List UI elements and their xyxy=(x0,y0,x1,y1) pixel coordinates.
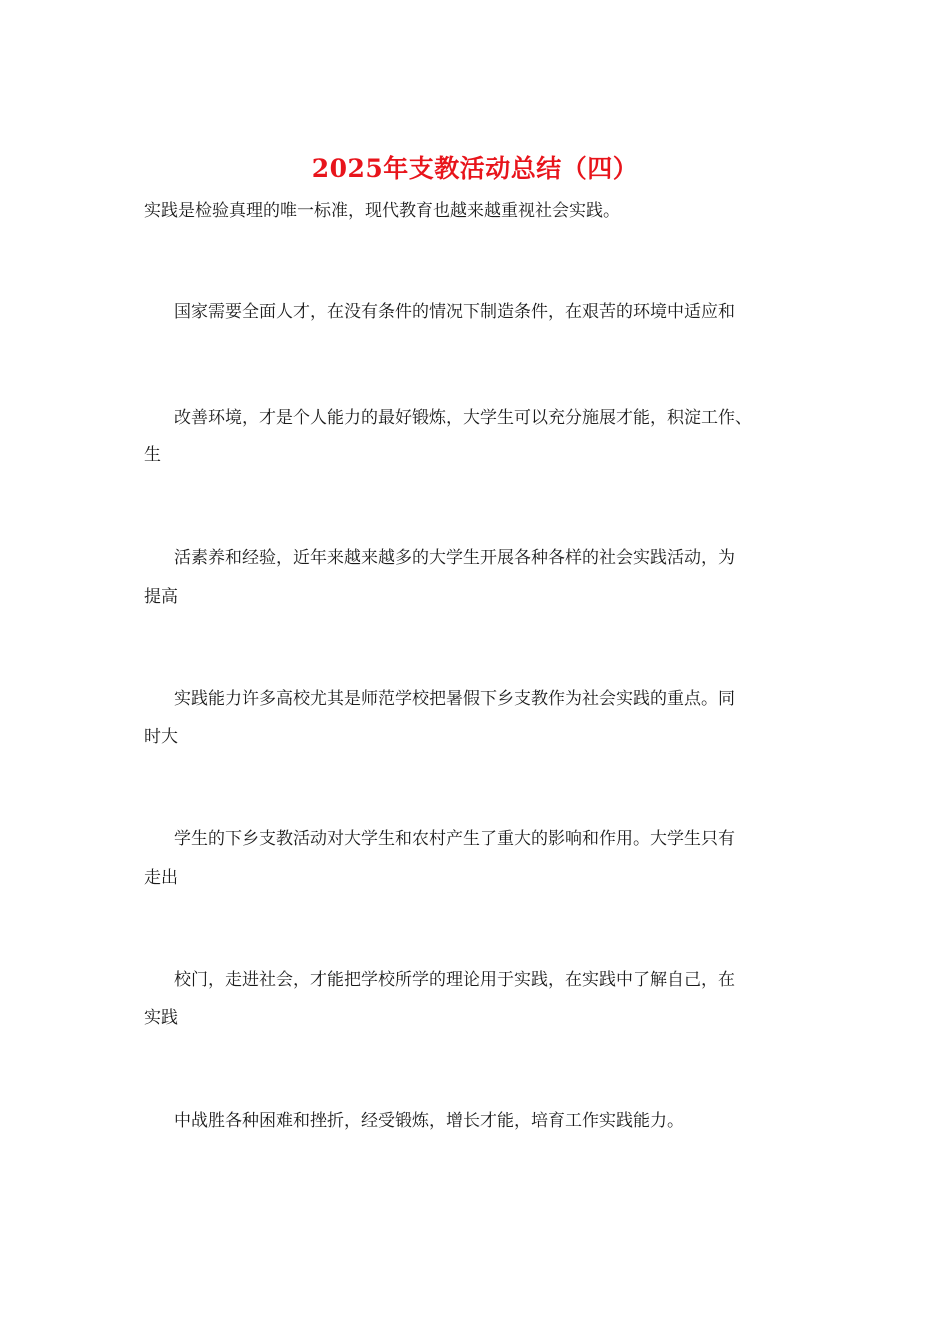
document-title: 2025年支教活动总结（四） xyxy=(311,154,639,183)
paragraph-line: 校门，走进社会，才能把学校所学的理论用于实践，在实践中了解自己，在 xyxy=(174,970,735,990)
paragraph-line: 活素养和经验，近年来越来越多的大学生开展各种各样的社会实践活动，为 xyxy=(174,548,735,568)
paragraph-line: 学生的下乡支教活动对大学生和农村产生了重大的影响和作用。大学生只有 xyxy=(174,829,735,849)
paragraph-line: 实践能力许多高校尤其是师范学校把暑假下乡支教作为社会实践的重点。同 xyxy=(174,689,735,709)
paragraph-line: 提高 xyxy=(144,587,178,607)
paragraph-line: 实践 xyxy=(144,1008,178,1028)
paragraph-line: 国家需要全面人才，在没有条件的情况下制造条件，在艰苦的环境中适应和 xyxy=(174,302,735,322)
paragraph-line: 时大 xyxy=(144,727,178,747)
paragraph-line: 中战胜各种困难和挫折，经受锻炼，增长才能，培育工作实践能力。 xyxy=(174,1111,684,1131)
paragraph-line: 改善环境，才是个人能力的最好锻炼，大学生可以充分施展才能，积淀工作、 xyxy=(174,408,752,428)
paragraph-line: 实践是检验真理的唯一标准，现代教育也越来越重视社会实践。 xyxy=(144,201,620,221)
paragraph-line: 生 xyxy=(144,445,161,465)
paragraph-line: 走出 xyxy=(144,868,178,888)
